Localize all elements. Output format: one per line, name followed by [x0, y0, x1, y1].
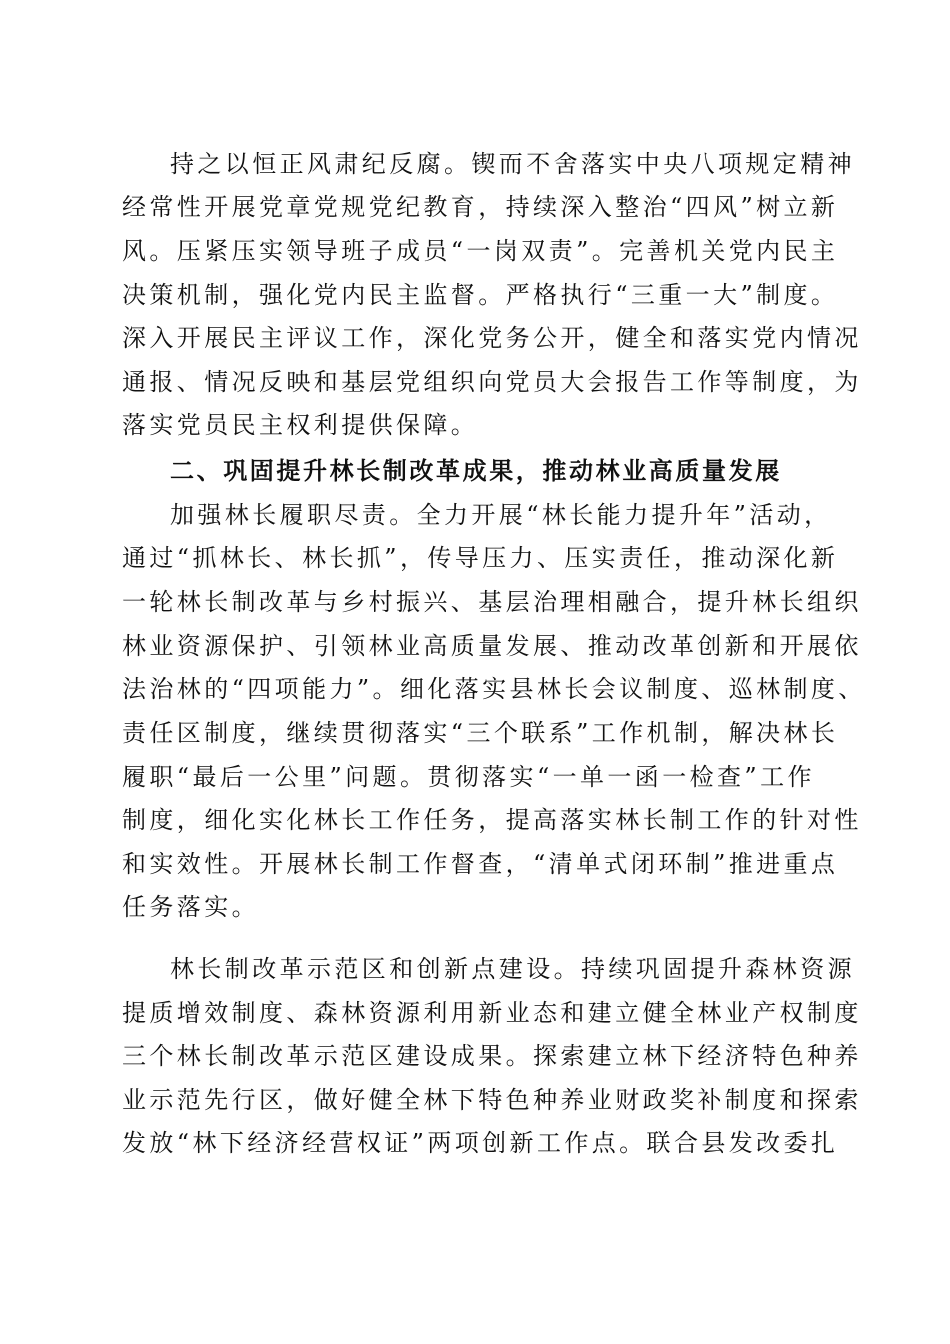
text-line: 发放“林下经济经营权证”两项创新工作点。联合县发改委扎 [122, 1129, 839, 1157]
text-line: 通报、情况反映和基层党组织向党员大会报告工作等制度，为 [122, 368, 862, 396]
text-line: 三个林长制改革示范区建设成果。探索建立林下经济特色种养 [122, 1042, 862, 1070]
text-line: 深入开展民主评议工作，深化党务公开，健全和落实党内情况 [122, 324, 862, 352]
text-line: 林业资源保护、引领林业高质量发展、推动改革创新和开展依 [122, 632, 862, 660]
text-line: 制度，细化实化林长工作任务，提高落实林长制工作的针对性 [122, 806, 862, 834]
text-line: 业示范先行区，做好健全林下特色种养业财政奖补制度和探索 [122, 1086, 862, 1114]
text-line: 林长制改革示范区和创新点建设。持续巩固提升森林资源 [170, 955, 855, 983]
text-line: 决策机制，强化党内民主监督。严格执行“三重一大”制度。 [122, 281, 839, 309]
text-line: 风。压紧压实领导班子成员“一岗双责”。完善机关党内民主 [122, 237, 839, 265]
text-line: 通过“抓林长、林长抓”，传导压力、压实责任，推动深化新 [122, 544, 839, 572]
text-line: 加强林长履职尽责。全力开展“林长能力提升年”活动， [170, 501, 832, 529]
text-line: 履职“最后一公里”问题。贯彻落实“一单一函一检查”工作 [122, 763, 815, 791]
section-heading: 二、巩固提升林长制改革成果，推动林业高质量发展 [170, 457, 782, 485]
text-line: 提质增效制度、森林资源利用新业态和建立健全林业产权制度 [122, 999, 862, 1027]
text-line: 一轮林长制改革与乡村振兴、基层治理相融合，提升林长组织 [122, 588, 862, 616]
text-line: 经常性开展党章党规党纪教育，持续深入整治“四风”树立新 [122, 193, 839, 221]
text-line: 落实党员民主权利提供保障。 [122, 411, 479, 439]
text-line: 责任区制度，继续贯彻落实“三个联系”工作机制，解决林长 [122, 719, 839, 747]
text-line: 持之以恒正风肃纪反腐。锲而不舍落实中央八项规定精神 [170, 150, 855, 178]
text-line: 法治林的“四项能力”。细化落实县林长会议制度、巡林制度、 [122, 675, 866, 703]
text-line: 和实效性。开展林长制工作督查，“清单式闭环制”推进重点 [122, 850, 839, 878]
text-line: 任务落实。 [122, 893, 259, 921]
